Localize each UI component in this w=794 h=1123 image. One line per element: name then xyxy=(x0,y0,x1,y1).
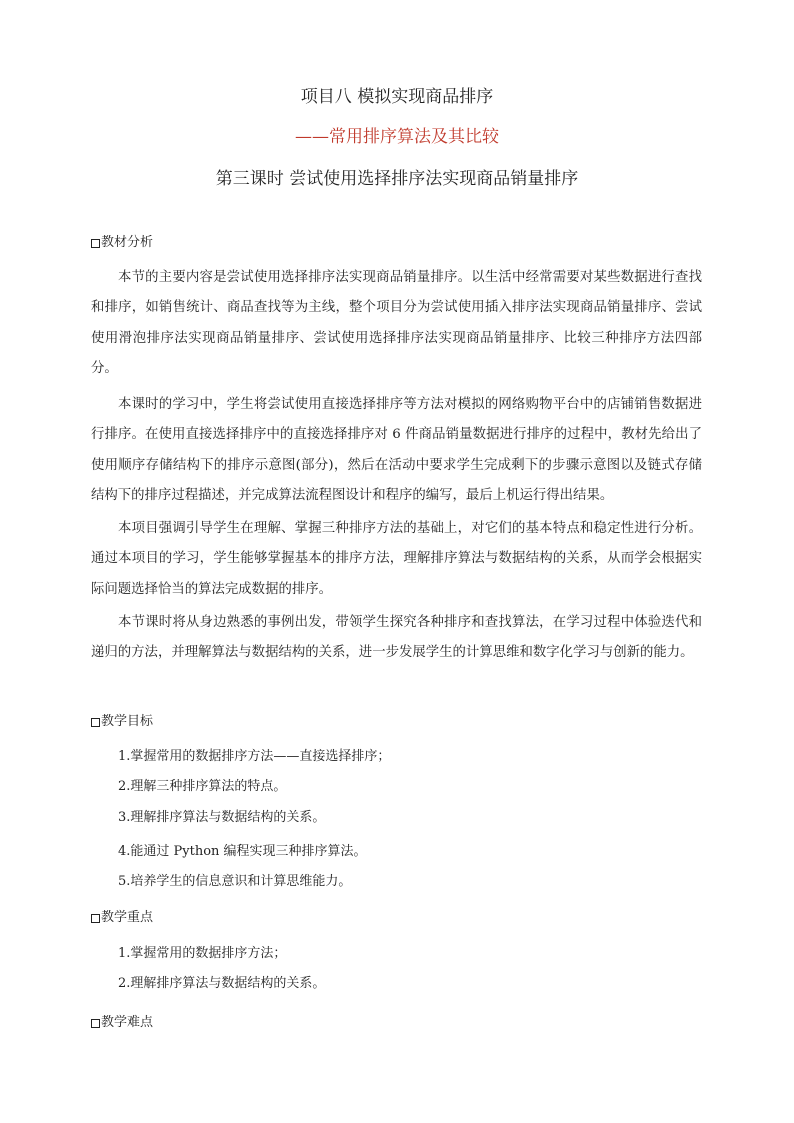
checkbox-icon xyxy=(91,914,100,923)
checkbox-icon xyxy=(91,1019,100,1028)
analysis-paragraph: 本节的主要内容是尝试使用选择排序法实现商品销量排序。以生活中经常需要对某些数据进行查找和排序，如销售统计、商品查找等为主线，整个项目分为尝试使用插入排序法实现商品销量排序、尝试使用滑泡排序法实现商品销量排序、尝试使用选择排序法实现商品销量排序、比较三种排序方法四部分。 xyxy=(91,270,702,377)
lesson-title: 第三课时 尝试使用选择排序法实现商品销量排序 xyxy=(215,169,579,189)
section-heading-label: 教学重点 xyxy=(101,910,154,925)
goal-item: 4.能通过 Python 编程实现三种排序算法。 xyxy=(118,844,367,859)
key-point-item: 1.掌握常用的数据排序方法； xyxy=(118,946,287,961)
section-heading-key-points xyxy=(91,909,153,927)
document-title: 项目八 模拟实现商品排序 xyxy=(300,87,494,107)
key-point-item: 2.理解排序算法与数据结构的关系。 xyxy=(118,976,326,991)
section-heading-label: 教学目标 xyxy=(101,714,154,729)
document-subtitle: ——常用排序算法及其比较 xyxy=(295,127,499,147)
section-heading-label: 教学难点 xyxy=(101,1015,154,1030)
analysis-paragraph: 本项目强调引导学生在理解、掌握三种排序方法的基础上，对它们的基本特点和稳定性进行分析。通过本项目的学习，学生能够掌握基本的排序方法，理解排序算法与数据结构的关系，从而学会根据实际问题选择恰当的算法完成数据的排序。 xyxy=(91,521,702,597)
goal-item: 5.培养学生的信息意识和计算思维能力。 xyxy=(118,874,352,889)
section-heading-goals xyxy=(91,713,153,731)
analysis-paragraph: 本节课时将从身边熟悉的事例出发，带领学生探究各种排序和查找算法，在学习过程中体验迭代和递归的方法，并理解算法与数据结构的关系，进一步发展学生的计算思维和数字化学习与创新的能力。 xyxy=(91,615,702,661)
section-heading-label: 教材分析 xyxy=(101,235,154,250)
goal-item: 1.掌握常用的数据排序方法——直接选择排序； xyxy=(118,749,391,764)
section-heading-analysis xyxy=(91,234,153,252)
checkbox-icon xyxy=(91,239,100,248)
analysis-paragraph: 本课时的学习中，学生将尝试使用直接选择排序等方法对模拟的网络购物平台中的店铺销售数据进行排序。在使用直接选择排序中的直接选择排序对 6 件商品销量数据进行排序的过程中，教材先给出了使用顺序存储结构下的排序示意图(部分)，然后在活动中要求学生完成剩下的步骤示意图以及链式存储结构下的排序过程描述，并完成算法流程图设计和程序的编写，最后上机运行得出结果。 xyxy=(91,397,702,504)
goal-item: 2.理解三种排序算法的特点。 xyxy=(118,779,287,794)
goal-item: 3.理解排序算法与数据结构的关系。 xyxy=(118,810,326,825)
checkbox-icon xyxy=(91,718,100,727)
section-heading-difficulties xyxy=(91,1014,153,1032)
